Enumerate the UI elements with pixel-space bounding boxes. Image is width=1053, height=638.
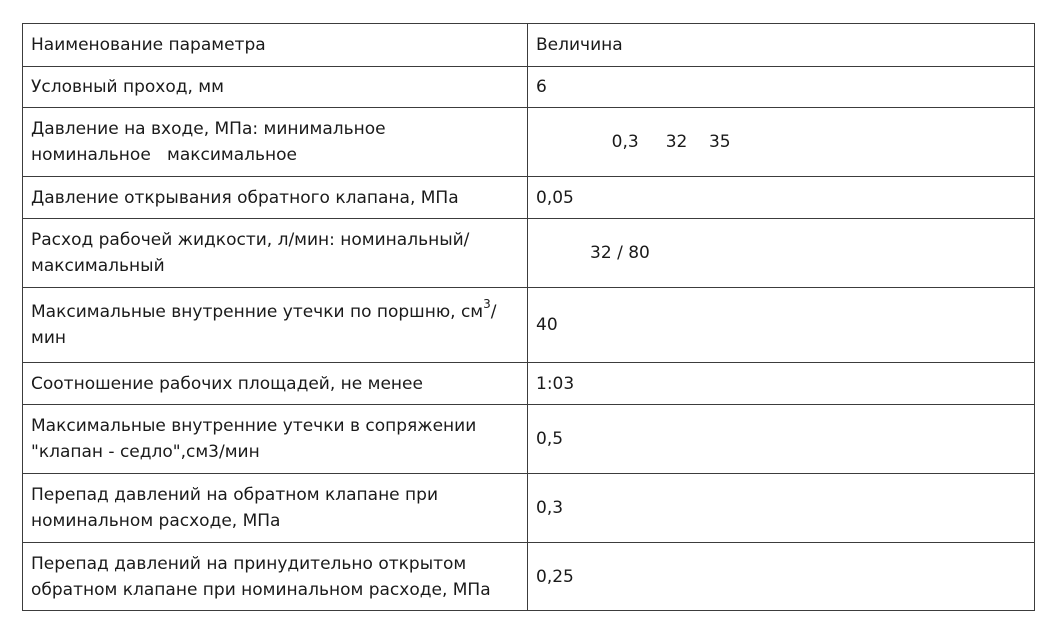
header-value: Величина (528, 24, 1035, 67)
parameter-value: 32 / 80 (528, 219, 1035, 288)
parameter-value: 1:03 (528, 363, 1035, 405)
parameter-name-line: обратном клапане при номинальном расходе, МПа (31, 579, 491, 600)
table-row (23, 363, 1035, 405)
parameter-value: 0,5 (528, 405, 1035, 474)
parameter-name-line: Условный проход, мм (31, 77, 224, 97)
table-row (23, 543, 1035, 611)
parameter-name-line: Максимальные внутренние утечки в сопряжении (31, 416, 477, 436)
parameter-name (23, 363, 528, 405)
parameter-name (23, 108, 528, 177)
parameter-name-line: Расход рабочей жидкости, л/мин: номинальный/ (31, 230, 470, 250)
parameter-name-line: "клапан - седло",см3/мин (31, 442, 260, 462)
parameter-name-line: Давление на входе, МПа: минимальное (31, 119, 386, 139)
parameter-name (23, 288, 528, 363)
table-row (23, 67, 1035, 108)
table-row (23, 177, 1035, 219)
parameter-value: 0,3 32 35 (528, 108, 1035, 177)
table-row (23, 108, 1035, 177)
parameter-name (23, 405, 528, 474)
parameter-name-line: номинальное максимальное (31, 145, 297, 165)
table-row (23, 219, 1035, 288)
parameter-name-line: номинальном расходе, МПа (31, 511, 281, 531)
parameter-value: 0,3 (528, 474, 1035, 543)
parameter-name-line: Перепад давлений на обратном клапане при (31, 485, 439, 505)
parameter-name-line: Перепад давлений на принудительно открытом (31, 553, 467, 574)
parameter-value: 0,05 (528, 177, 1035, 219)
parameter-value: 6 (528, 67, 1035, 108)
table-header-row (23, 24, 1035, 67)
table-row (23, 288, 1035, 363)
header-parameter-name: Наименование параметра (23, 24, 528, 67)
parameter-name-line: максимальный (31, 256, 165, 276)
parameter-name (23, 219, 528, 288)
superscript-exponent: 3 (483, 297, 491, 312)
parameter-name-line (31, 299, 519, 325)
parameter-name-tail: / (490, 302, 497, 322)
parameter-name (23, 474, 528, 543)
parameter-name-line: Давление открывания обратного клапана, МПа (31, 187, 459, 208)
table-row (23, 405, 1035, 474)
parameter-value: 0,25 (528, 543, 1035, 611)
parameter-value: 40 (528, 288, 1035, 363)
parameter-name (23, 67, 528, 108)
parameters-table (22, 23, 1035, 611)
parameter-name (23, 543, 528, 611)
parameter-name-line: Соотношение рабочих площадей, не менее (31, 373, 423, 394)
parameter-name-line: мин (31, 328, 66, 348)
table-row (23, 474, 1035, 543)
parameter-name (23, 177, 528, 219)
parameter-name-text: Максимальные внутренние утечки по поршню, см (31, 302, 484, 322)
